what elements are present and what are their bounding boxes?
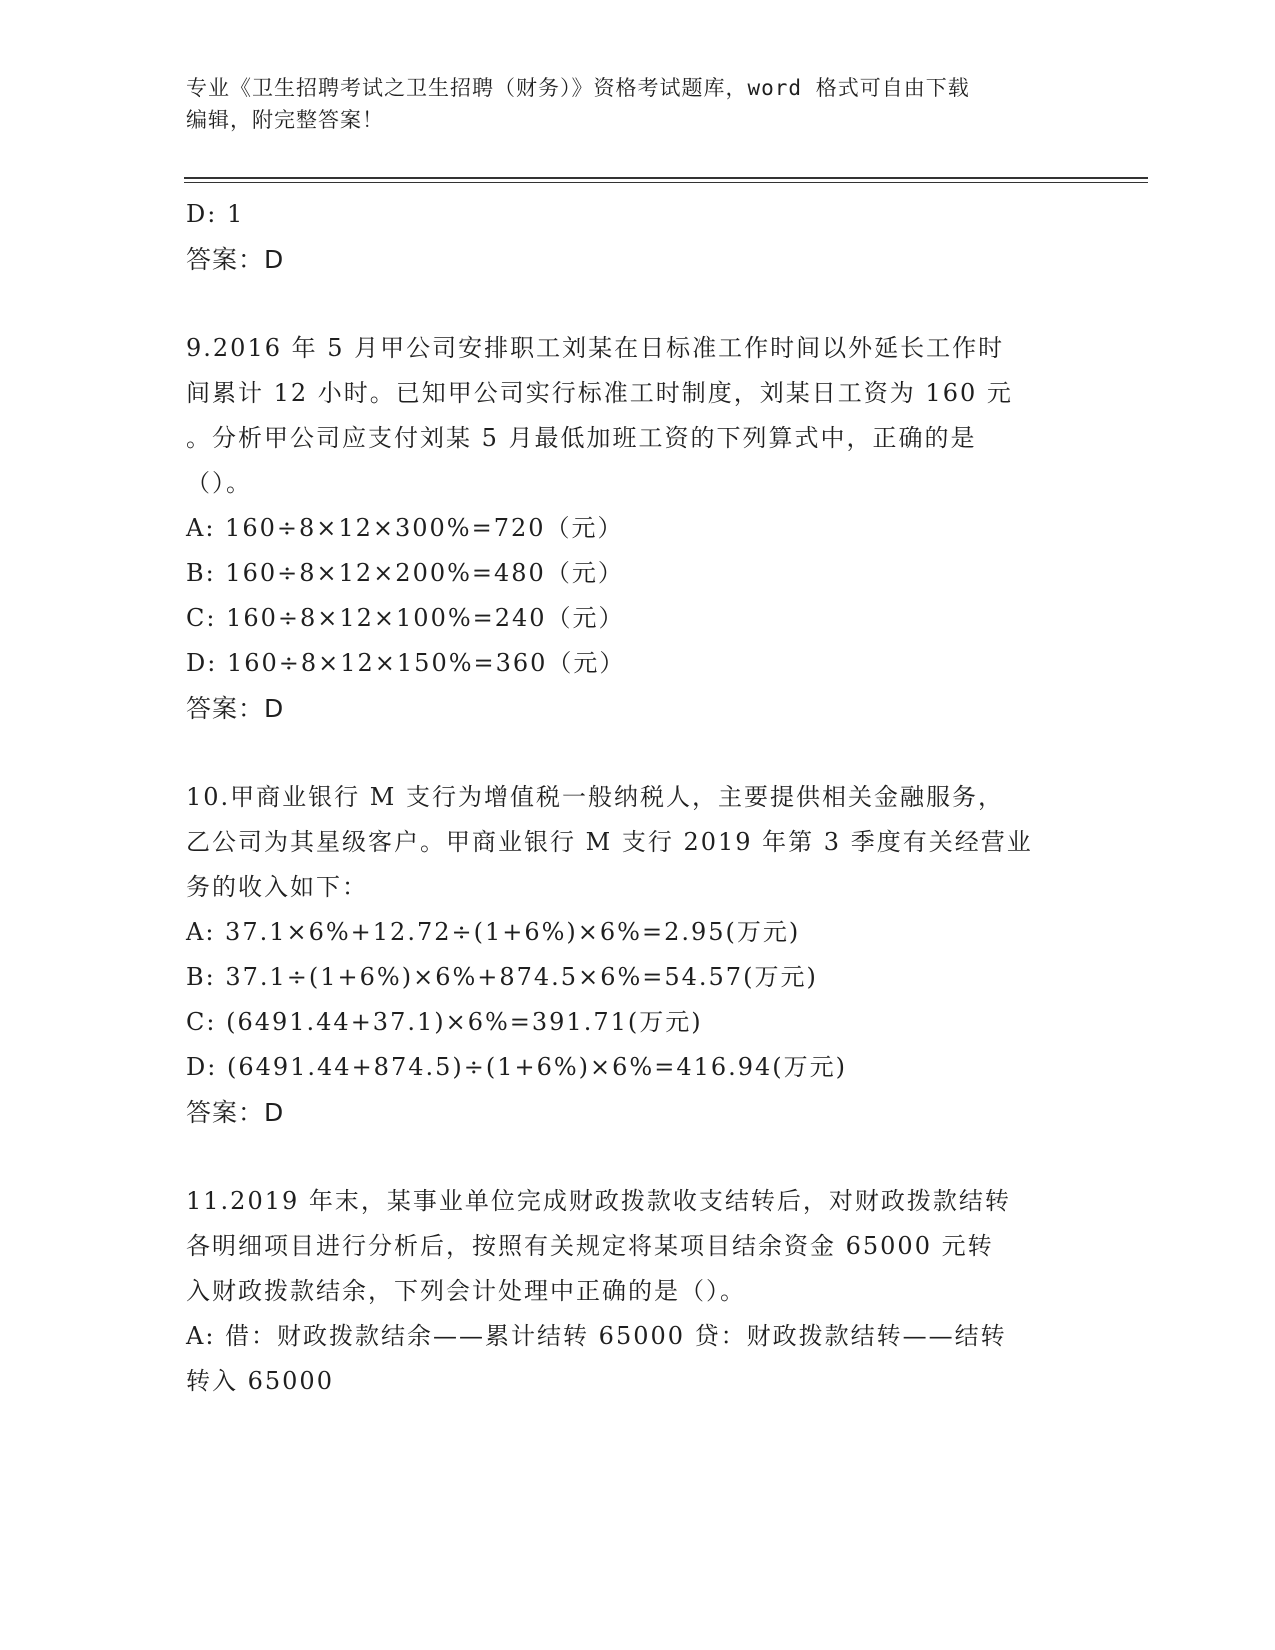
question-stem-line: 10.甲商业银行 M 支行为增值税一般纳税人，主要提供相关金融服务， (186, 783, 1004, 811)
spacer (186, 1135, 1086, 1179)
document-header (186, 72, 1086, 136)
option-d: D: (6491.44+874.5)÷(1+6%)×6%=416.94(万元) (186, 1053, 848, 1081)
header-divider (184, 177, 1148, 183)
header-line-1: 专业《卫生招聘考试之卫生招聘（财务）》资格考试题库，word 格式可自由下载 (186, 76, 970, 100)
question-stem-line: 各明细项目进行分析后，按照有关规定将某项目结余资金 65000 元转 (186, 1232, 994, 1260)
option-d: D: 1 (186, 200, 245, 228)
spacer (186, 282, 1086, 326)
option-b: B: 37.1÷(1+6%)×6%+874.5×6%=54.57(万元) (186, 963, 818, 991)
answer-line: 答案：D (186, 1098, 285, 1127)
question-stem-line: 9.2016 年 5 月甲公司安排职工刘某在日标准工作时间以外延长工作时 (186, 334, 1005, 362)
option-d: D: 160÷8×12×150%=360（元） (186, 649, 626, 677)
option-b: B: 160÷8×12×200%=480（元） (186, 559, 624, 587)
question-stem-line: 务的收入如下： (186, 873, 368, 901)
question-stem-line: 间累计 12 小时。已知甲公司实行标准工时制度，刘某日工资为 160 元 (186, 379, 1013, 407)
question-11 (186, 1179, 1086, 1404)
answer-line: 答案：D (186, 694, 285, 723)
document-body (186, 192, 1086, 1404)
question-9 (186, 326, 1086, 731)
question-stem-line: 11.2019 年末，某事业单位完成财政拨款收支结转后，对财政拨款结转 (186, 1187, 1011, 1215)
spacer (186, 731, 1086, 775)
option-a-continued: 转入 65000 (186, 1367, 334, 1395)
question-stem-line: 乙公司为其星级客户。甲商业银行 M 支行 2019 年第 3 季度有关经营业 (186, 828, 1033, 856)
question-10 (186, 775, 1086, 1135)
question-stem-line: 入财政拨款结余，下列会计处理中正确的是（）。 (186, 1277, 746, 1305)
question-stem-line: （）。 (186, 469, 252, 497)
answer-line: 答案：D (186, 245, 285, 274)
previous-question-tail (186, 192, 1086, 282)
question-stem-line: 。分析甲公司应支付刘某 5 月最低加班工资的下列算式中，正确的是 (186, 424, 977, 452)
option-a: A: 借：财政拨款结余——累计结转 65000 贷：财政拨款结转——结转 (186, 1322, 1007, 1350)
header-line-2: 编辑，附完整答案！ (186, 108, 384, 132)
option-a: A: 160÷8×12×300%=720（元） (186, 514, 624, 542)
option-c: C: (6491.44+37.1)×6%=391.71(万元) (186, 1008, 703, 1036)
option-a: A: 37.1×6%+12.72÷(1+6%)×6%=2.95(万元) (186, 918, 801, 946)
option-c: C: 160÷8×12×100%=240（元） (186, 604, 625, 632)
